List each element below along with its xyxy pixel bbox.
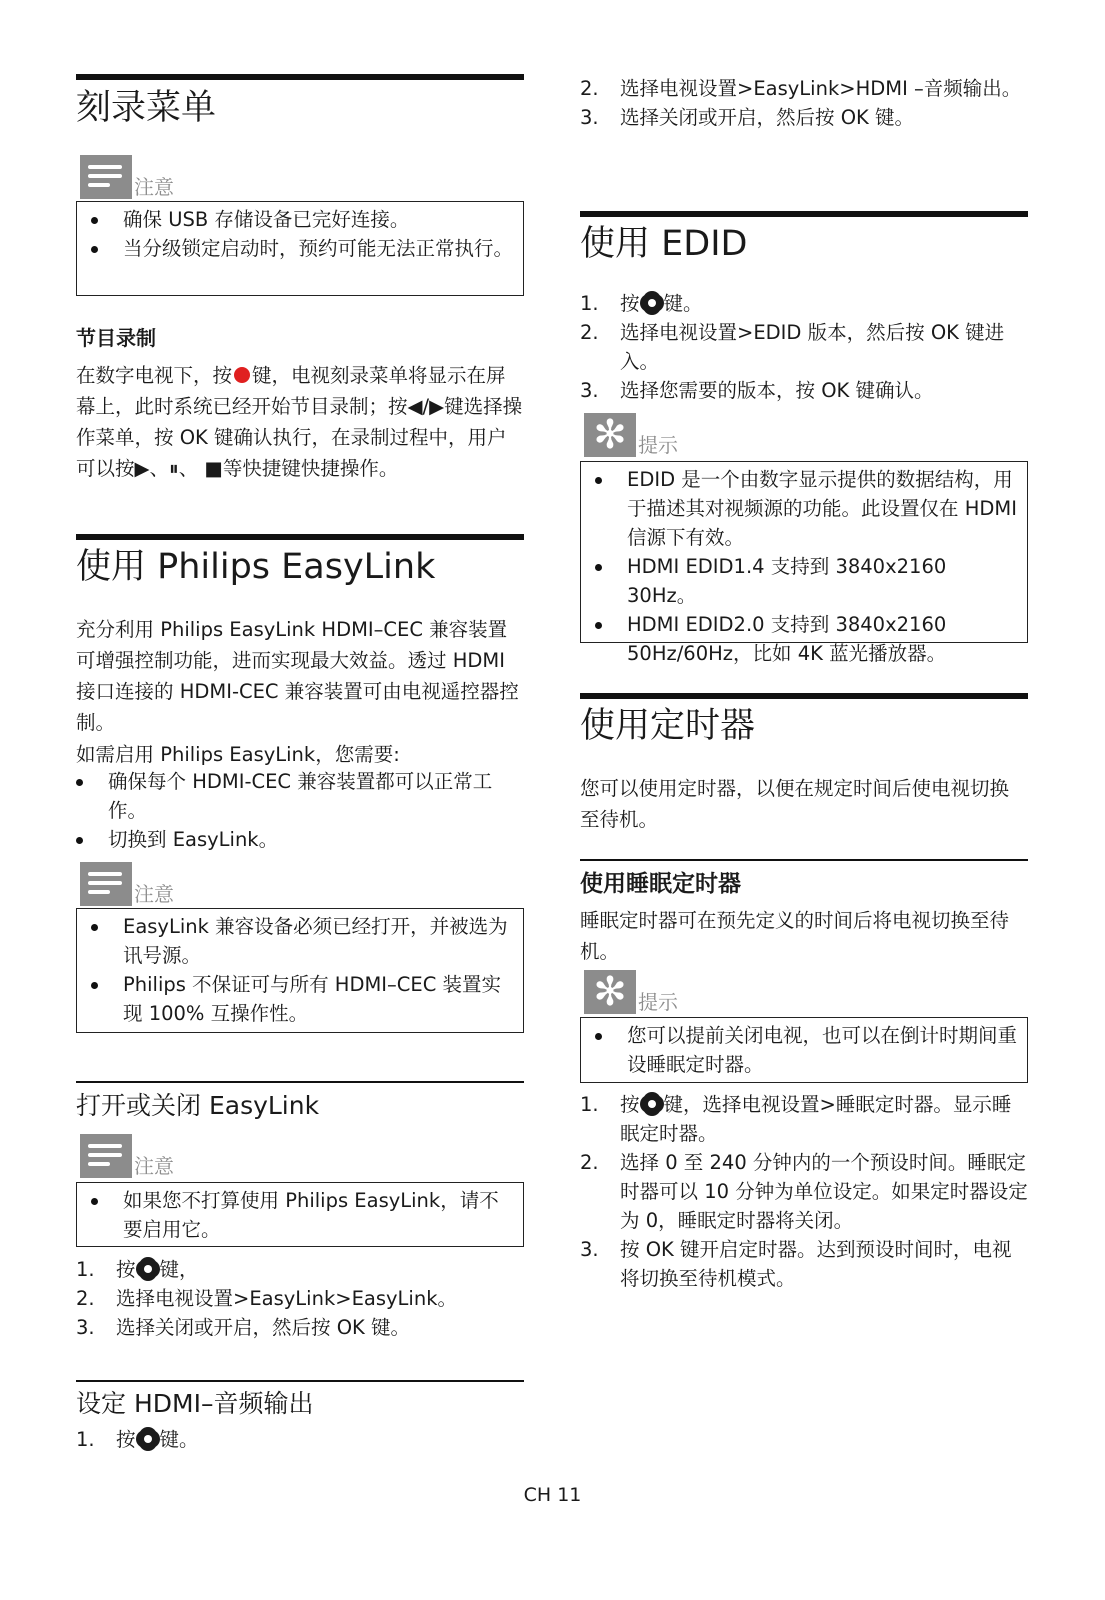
step: 3. 选择关闭或开启，然后按 OK 键。 [76,1316,411,1339]
subsection-title-sleep-timer: 使用睡眠定时器 [580,871,741,897]
tip-asterisk-icon: ✻ [584,970,636,1014]
program-recording-text: 在数字电视下，按 键，电视刻录菜单将显示在屏幕上，此时系统已经开始节目录制；按◀/▶键选择操作菜单，按 OK 键确认执行，在录制过程中，用户可以按▶、⏸、 ■等快捷键快捷操作。 [76,364,523,480]
note-label: 注意 [134,1154,174,1178]
sleep-timer-intro: 睡眠定时器可在预先定义的时间后将电视切换至待机。 [580,909,1010,963]
tip-label: 提示 [638,433,678,457]
note-header [76,1134,524,1178]
note-box [76,201,524,296]
tip-box [580,461,1028,665]
note-icon [80,1134,132,1178]
toggle-easylink-steps [76,1255,524,1342]
section-title-hdmi-audio: 设定 HDMI–音频输出 [76,1389,314,1418]
note-label: 注意 [134,882,174,906]
tip-item: HDMI EDID1.4 支持到 3840x2160 30Hz。 [595,552,1017,610]
hdmi-audio-steps [76,1425,524,1454]
step: 3. 选择您需要的版本，按 OK 键确认。 [580,379,934,402]
tip-item: HDMI EDID2.0 支持到 3840x2160 50Hz/60Hz，比如 4K 蓝光播放器。 [595,610,1017,668]
step: 2. 选择电视设置>EasyLink>EasyLink。 [76,1287,457,1310]
tip-label: 提示 [638,990,678,1014]
left-column [76,0,524,1600]
page-number: CH 11 [523,1484,582,1506]
section-title-recording-menu: 刻录菜单 [76,88,217,128]
step: 2. 选择电视设置>EasyLink>HDMI –音频输出。 [580,77,1022,100]
note-item: Philips 不保证可与所有 HDMI–CEC 装置实现 100% 互操作性。 [91,970,513,1028]
tip-box [580,1017,1028,1083]
section-rule [76,1380,524,1382]
section-rule [580,859,1028,861]
section-rule [76,1081,524,1083]
list-item: 确保每个 HDMI-CEC 兼容装置都可以正常工作。 [76,767,524,825]
section-rule [580,693,1028,699]
list-item: 切换到 EasyLink。 [76,825,524,854]
section-title-edid: 使用 EDID [580,224,748,264]
tip-header [580,413,1028,457]
tip-item: 您可以提前关闭电视，也可以在倒计时期间重设睡眠定时器。 [595,1021,1017,1079]
step: 2. 选择 0 至 240 分钟内的一个预设时间。睡眠定时器可以 10 分钟为单位设定。如果定时器设定为 0，睡眠定时器将关闭。 [580,1151,1028,1232]
easylink-enable-list [76,767,524,854]
section-title-toggle-easylink: 打开或关闭 EasyLink [76,1091,320,1120]
tip-item: EDID 是一个由数字显示提供的数据结构，用于描述其对视频源的功能。此设置仅在 HDMI 信源下有效。 [595,465,1017,552]
edid-steps [580,289,1028,405]
note-item: 确保 USB 存储设备已完好连接。 [91,205,513,234]
settings-gear-icon [642,1094,662,1114]
right-column [580,0,1028,1600]
note-item: 如果您不打算使用 Philips EasyLink，请不要启用它。 [91,1186,513,1244]
section-title-easylink: 使用 Philips EasyLink [76,547,436,587]
step: 2. 选择电视设置>EDID 版本，然后按 OK 键进入。 [580,321,1005,373]
settings-gear-icon [138,1429,158,1449]
note-icon [80,862,132,906]
step: 1. 按 键。 [580,292,703,315]
record-button-icon [234,367,250,383]
subsection-title-program-recording: 节目录制 [76,326,156,350]
easylink-enable-intro: 如需启用 Philips EasyLink，您需要: [76,743,400,766]
section-rule [580,211,1028,217]
step: 1. 按 键， [76,1258,199,1281]
note-box [76,1182,524,1247]
settings-gear-icon [138,1259,158,1279]
tip-asterisk-icon: ✻ [584,413,636,457]
section-rule [76,74,524,80]
note-box [76,908,524,1033]
sleep-timer-steps [580,1090,1028,1293]
note-item: EasyLink 兼容设备必须已经打开，并被选为讯号源。 [91,912,513,970]
step: 1. 按 键，选择电视设置>睡眠定时器。显示睡眠定时器。 [580,1093,1012,1145]
easylink-intro: 充分利用 Philips EasyLink HDMI–CEC 兼容装置可增强控制功能，进而实现最大效益。透过 HDMI 接口连接的 HDMI-CEC 兼容装置可由电视遥控器控制。 [76,618,519,734]
step: 3. 按 OK 键开启定时器。达到预设时间时，电视将切换至待机模式。 [580,1238,1012,1290]
note-label: 注意 [134,175,174,199]
settings-gear-icon [642,293,662,313]
section-title-timer: 使用定时器 [580,706,756,746]
timer-intro: 您可以使用定时器，以便在规定时间后使电视切换至待机。 [580,777,1010,831]
note-item: 当分级锁定启动时，预约可能无法正常执行。 [91,234,513,263]
step: 1. 按 键。 [76,1428,199,1451]
note-header [76,155,524,199]
section-rule [76,534,524,540]
tip-header [580,970,1028,1014]
note-header [76,862,524,906]
hdmi-audio-steps-cont [580,74,1028,132]
step: 3. 选择关闭或开启，然后按 OK 键。 [580,106,915,129]
note-icon [80,155,132,199]
